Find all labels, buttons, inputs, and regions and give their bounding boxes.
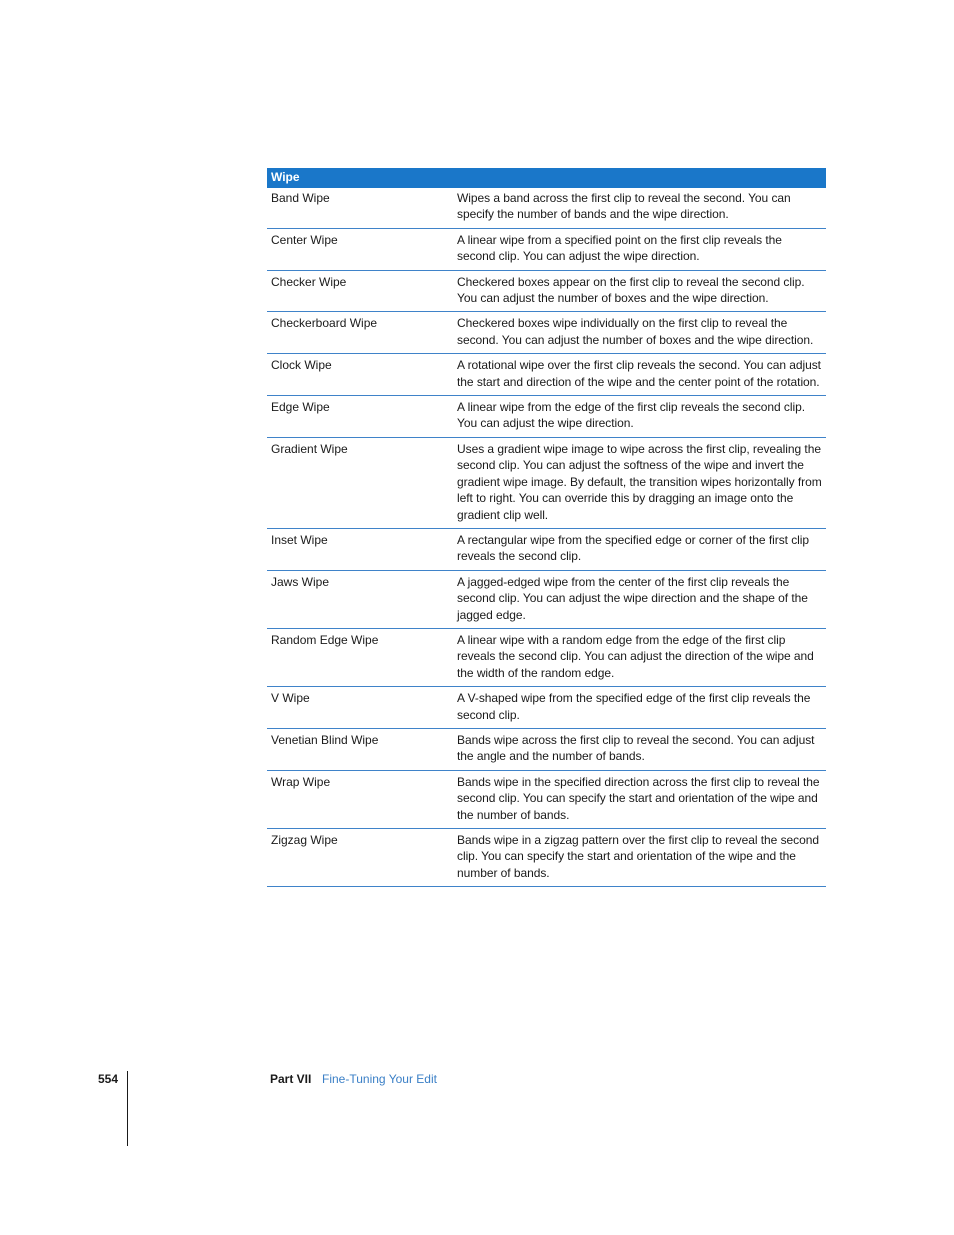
transition-description: A linear wipe with a random edge from the edge of the first clip reveals the second clip. You can adjust the direction of the wipe and the width of the random edge.: [457, 632, 814, 680]
transition-name: Center Wipe: [271, 232, 338, 247]
part-label: Part VII: [270, 1072, 312, 1086]
footer-divider: [127, 1071, 128, 1146]
transition-name: Wrap Wipe: [271, 774, 331, 789]
transition-description: A linear wipe from a specified point on the first clip reveals the second clip. You can adjust the wipe direction.: [457, 232, 782, 264]
table-row: [267, 770, 826, 828]
transition-description: Bands wipe in a zigzag pattern over the first clip to reveal the second clip. You can specify the start and orientation of the wipe and the number of bands.: [457, 833, 819, 880]
transition-description: A rectangular wipe from the specified edge or corner of the first clip reveals the second clip.: [457, 532, 810, 564]
transition-name: Jaws Wipe: [271, 574, 330, 589]
table-row: [267, 528, 826, 570]
transition-name: Venetian Blind Wipe: [271, 732, 379, 747]
transition-name: Clock Wipe: [271, 358, 332, 373]
transition-name: Gradient Wipe: [271, 441, 348, 456]
transition-description: Bands wipe across the first clip to reveal the second. You can adjust the angle and the number of bands.: [457, 732, 815, 764]
table-header: Wipe: [267, 168, 826, 188]
table-row: [267, 828, 826, 886]
transition-description: Wipes a band across the first clip to reveal the second. You can specify the number of bands and the wipe direction.: [457, 191, 791, 222]
transition-name: Checkerboard Wipe: [271, 316, 378, 331]
transition-description: A jagged-edged wipe from the center of the first clip reveals the second clip. You can adjust the wipe direction and the shape of the jagged edge.: [457, 574, 808, 622]
transition-name: Random Edge Wipe: [271, 632, 379, 647]
transition-description: A linear wipe from the edge of the first clip reveals the second clip. You can adjust the wipe direction.: [457, 400, 806, 431]
table-row: [267, 353, 826, 395]
table-row: [267, 686, 826, 728]
transition-name: Band Wipe: [271, 191, 330, 205]
table-row: [267, 728, 826, 770]
table-row: [267, 628, 826, 686]
transition-name: Zigzag Wipe: [271, 833, 338, 847]
page-number: 554: [98, 1072, 119, 1086]
transition-description: Uses a gradient wipe image to wipe across the first clip, revealing the second clip. You can adjust the softness of the wipe and invert the gradient wipe image. By default, the transition wipes horizontally from left to right. You can override this by dragging an image onto the gradient clip well.: [457, 441, 822, 522]
wipe-table: [267, 168, 826, 887]
transition-description: Bands wipe in the specified direction across the first clip to reveal the second clip. You can specify the start and orientation of the wipe and the number of bands.: [457, 774, 820, 822]
table-row: [267, 437, 826, 528]
transition-description: A V-shaped wipe from the specified edge of the first clip reveals the second clip.: [457, 691, 811, 722]
transition-name: V Wipe: [271, 691, 310, 706]
transition-name: Inset Wipe: [271, 532, 328, 547]
table-row: [267, 311, 826, 353]
transition-description: A rotational wipe over the first clip reveals the second. You can adjust the start and direction of the wipe and the center point of the rotation.: [457, 358, 821, 389]
table-row: [267, 188, 826, 228]
table-row: [267, 395, 826, 437]
table-body: [267, 188, 826, 886]
transition-description: Checkered boxes appear on the first clip to reveal the second clip. You can adjust the number of boxes and the wipe direction.: [457, 274, 805, 306]
table-row: [267, 270, 826, 312]
table-row: [267, 228, 826, 270]
part-title: Fine-Tuning Your Edit: [322, 1072, 437, 1086]
transition-name: Edge Wipe: [271, 400, 330, 415]
transition-name: Checker Wipe: [271, 274, 347, 289]
transition-description: Checkered boxes wipe individually on the first clip to reveal the second. You can adjust the number of boxes and the wipe direction.: [457, 316, 814, 347]
table-row: [267, 570, 826, 628]
